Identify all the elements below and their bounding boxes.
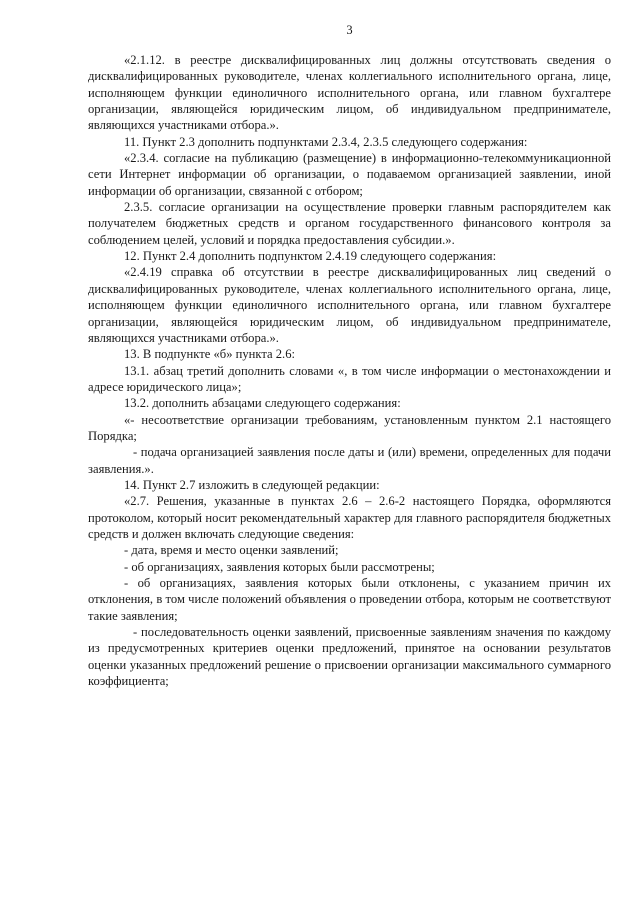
paragraph-13-2: 13.2. дополнить абзацами следующего содержания: xyxy=(124,396,401,411)
paragraph-late-submission: - подача организацией заявления после даты и (или) времени, определенных для подачи заявления.». xyxy=(88,445,611,476)
paragraph-item-11: 11. Пункт 2.3 дополнить подпунктами 2.3.4, 2.3.5 следующего содержания: xyxy=(124,134,528,149)
paragraph-item-12: 12. Пункт 2.4 дополнить подпунктом 2.4.19 следующего содержания: xyxy=(124,249,497,264)
paragraph-item-14: 14. Пункт 2.7 изложить в следующей редакции: xyxy=(124,477,380,492)
paragraph-list-reviewed: - об организациях, заявления которых были рассмотрены; xyxy=(124,559,435,574)
paragraph-nonconformity: «- несоответствие организации требованиям, установленным пунктом 2.1 настоящего Порядка; xyxy=(88,412,611,443)
page-number: 3 xyxy=(346,23,353,37)
paragraph-2-7: «2.7. Решения, указанные в пунктах 2.6 – 2.6-2 настоящего Порядка, оформляются протоколом, который носит рекомендательный характер для главного распорядителя бюджетных средств и должен включать следующие сведения: xyxy=(88,494,611,541)
paragraph-2-4-19: «2.4.19 справка об отсутствии в реестре дисквалифицированных лиц сведений о дисквалифицированных руководителе, членах коллегиального исполнительного органа, лице, исполняющем функции единоличного исполнительного органа, или главном бухгалтере организации, являющейся юридическим лицом, об индивидуальном предпринимателе, являющихся участниками отбора.». xyxy=(88,265,611,345)
paragraph-list-rejected: - об организациях, заявления которых были отклонены, с указанием причин их отклонения, в том числе положений объявления о проведении отбора, которым не соответствуют такие заявления; xyxy=(88,576,611,623)
paragraph-13-1: 13.1. абзац третий дополнить словами «, в том числе информации о местонахождении и адресе юридического лица»; xyxy=(88,363,611,394)
paragraph-item-13: 13. В подпункте «б» пункта 2.6: xyxy=(124,347,296,362)
paragraph-2-3-4: «2.3.4. согласие на публикацию (размещение) в информационно-телекоммуникационной сети Интернет информации об организации, о подаваемом организацией заявлении, иной информации об организации, связанной с отбором; xyxy=(88,151,611,198)
paragraph-list-sequence: - последовательность оценки заявлений, присвоенные заявлениям значения по каждому из предусмотренных критериев оценки предложений, принятое на основании результатов оценки указанных предложений решение о присвоении организации максимального суммарного коэффициента; xyxy=(88,625,611,689)
paragraph-list-date: - дата, время и место оценки заявлений; xyxy=(124,543,339,558)
document-page xyxy=(88,22,611,689)
paragraph-2-1-12: «2.1.12. в реестре дисквалифицированных лиц должны отсутствовать сведения о дисквалифицированных руководителе, членах коллегиального исполнительного органа, лице, исполняющем функции единоличного исполнительного органа, или главном бухгалтере организации, являющейся юридическим лицом, об индивидуальном предпринимателе, являющихся участниками отбора.». xyxy=(88,53,611,133)
paragraph-2-3-5: 2.3.5. согласие организации на осуществление проверки главным распорядителем как получателем бюджетных средств и органом государственного финансового контроля за соблюдением целей, условий и порядка предоставления субсидии.». xyxy=(88,200,611,247)
